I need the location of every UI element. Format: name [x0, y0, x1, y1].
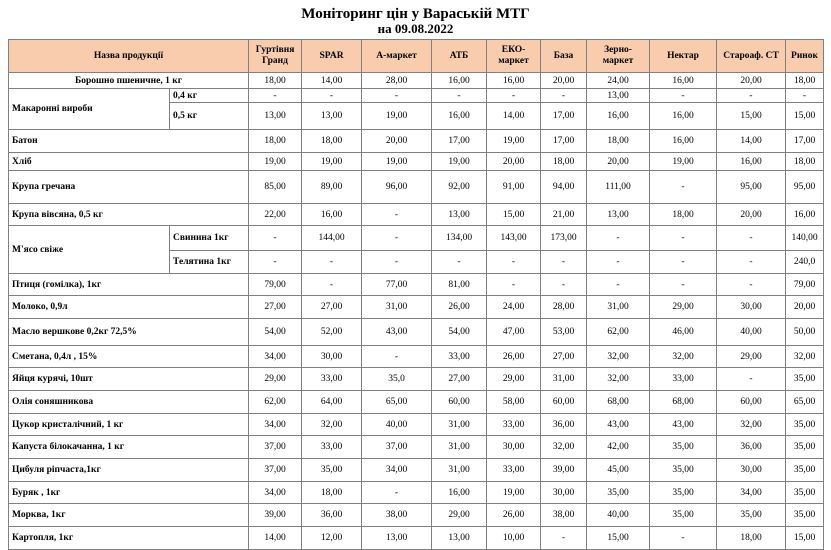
price-cell: -	[587, 226, 650, 251]
price-cell: 18,00	[587, 130, 650, 153]
price-cell: 65,00	[786, 391, 824, 414]
price-cell: 16,00	[587, 103, 650, 130]
price-cell: -	[302, 274, 362, 296]
price-cell: 18,00	[541, 153, 587, 171]
product-name: М'ясо свіже	[9, 226, 170, 274]
price-cell: 31,00	[432, 414, 487, 436]
price-cell: 20,00	[786, 296, 824, 319]
price-cell: 13,00	[587, 89, 650, 103]
price-cell: 32,00	[717, 414, 786, 436]
price-cell: 34,00	[249, 346, 302, 368]
price-cell: -	[650, 171, 717, 204]
price-cell: 16,00	[650, 103, 717, 130]
price-cell: -	[786, 89, 824, 103]
table-row	[9, 171, 824, 204]
price-cell: 33,00	[302, 436, 362, 459]
price-cell: 18,00	[302, 130, 362, 153]
price-cell: 30,00	[717, 296, 786, 319]
product-variant: 0,4 кг	[170, 89, 249, 103]
price-cell: 45,00	[587, 459, 650, 482]
price-cell: 94,00	[541, 171, 587, 204]
price-cell: -	[362, 482, 432, 504]
price-cell: 20,00	[362, 130, 432, 153]
price-cell: 29,00	[487, 368, 541, 391]
price-cell: 22,00	[249, 204, 302, 226]
table-row	[9, 73, 824, 89]
price-cell: 15,00	[587, 527, 650, 550]
price-cell: -	[541, 527, 587, 550]
price-cell: 16,00	[302, 204, 362, 226]
price-cell: 13,00	[432, 204, 487, 226]
price-cell: 134,00	[432, 226, 487, 251]
price-cell: 30,00	[302, 346, 362, 368]
price-cell: 43,00	[650, 414, 717, 436]
product-name: Буряк , 1кг	[9, 482, 249, 504]
header-product: Назва продукції	[9, 40, 249, 73]
price-cell: 28,00	[362, 73, 432, 89]
price-cell: 10,00	[487, 527, 541, 550]
price-cell: -	[650, 274, 717, 296]
price-cell: 35,00	[587, 482, 650, 504]
price-cell: -	[717, 226, 786, 251]
price-cell: 15,00	[786, 103, 824, 130]
price-cell: 36,00	[302, 504, 362, 527]
price-cell: 34,00	[362, 459, 432, 482]
table-body	[9, 73, 824, 550]
price-cell: 13,00	[587, 204, 650, 226]
price-cell: 35,00	[650, 504, 717, 527]
price-cell: 91,00	[487, 171, 541, 204]
price-cell: -	[487, 274, 541, 296]
price-cell: -	[650, 251, 717, 274]
price-cell: 40,00	[717, 319, 786, 346]
header-store: Нектар	[650, 40, 717, 73]
page-subtitle: на 09.08.2022	[377, 21, 454, 36]
price-cell: 35,00	[302, 459, 362, 482]
price-cell: 13,00	[302, 103, 362, 130]
price-cell: 14,00	[717, 130, 786, 153]
price-cell: 32,00	[587, 346, 650, 368]
price-cell: 13,00	[432, 527, 487, 550]
price-cell: 54,00	[432, 319, 487, 346]
product-name: Крупа вівсяна, 0,5 кг	[9, 204, 249, 226]
product-name: Хліб	[9, 153, 249, 171]
price-cell: -	[587, 274, 650, 296]
price-cell: -	[362, 204, 432, 226]
price-cell: 81,00	[432, 274, 487, 296]
product-name: Морква, 1кг	[9, 504, 249, 527]
header-store: ЕКО-маркет	[487, 40, 541, 73]
table-row	[9, 368, 824, 391]
price-cell: 92,00	[432, 171, 487, 204]
price-cell: 34,00	[717, 482, 786, 504]
price-cell: 30,00	[487, 436, 541, 459]
product-name: Борошно пшеничне, 1 кг	[9, 73, 249, 89]
price-cell: 95,00	[717, 171, 786, 204]
header-store: А-маркет	[362, 40, 432, 73]
price-cell: 33,00	[487, 414, 541, 436]
price-cell: 27,00	[432, 368, 487, 391]
price-cell: 20,00	[717, 73, 786, 89]
product-name: Батон	[9, 130, 249, 153]
price-cell: 47,00	[487, 319, 541, 346]
price-cell: 19,00	[362, 153, 432, 171]
price-cell: 16,00	[432, 103, 487, 130]
price-cell: 60,00	[432, 391, 487, 414]
price-cell: 33,00	[487, 459, 541, 482]
price-cell: 43,00	[587, 414, 650, 436]
table-header-row	[9, 40, 824, 73]
table-row	[9, 414, 824, 436]
price-cell: 35,00	[650, 459, 717, 482]
price-cell: 35,00	[786, 414, 824, 436]
price-cell: 68,00	[650, 391, 717, 414]
price-cell: 62,00	[249, 391, 302, 414]
table-row	[9, 89, 824, 103]
price-cell: -	[302, 251, 362, 274]
price-cell: 68,00	[587, 391, 650, 414]
price-cell: 24,00	[587, 73, 650, 89]
price-cell: -	[541, 274, 587, 296]
price-cell: 42,00	[587, 436, 650, 459]
header-store: Зерно-маркет	[587, 40, 650, 73]
price-cell: 39,00	[249, 504, 302, 527]
price-cell: 18,00	[786, 153, 824, 171]
price-cell: 36,00	[541, 414, 587, 436]
price-cell: 33,00	[302, 368, 362, 391]
table-row	[9, 504, 824, 527]
price-cell: 29,00	[717, 346, 786, 368]
table-row	[9, 436, 824, 459]
price-cell: 29,00	[650, 296, 717, 319]
price-cell: 40,00	[362, 414, 432, 436]
price-cell: 54,00	[249, 319, 302, 346]
price-cell: 35,0	[362, 368, 432, 391]
price-cell: 27,00	[302, 296, 362, 319]
table-row	[9, 482, 824, 504]
price-cell: 26,00	[432, 296, 487, 319]
price-cell: -	[249, 226, 302, 251]
price-cell: 38,00	[541, 504, 587, 527]
price-cell: 79,00	[249, 274, 302, 296]
price-cell: -	[650, 226, 717, 251]
product-name: Птиця (гомілка), 1кг	[9, 274, 249, 296]
table-row	[9, 459, 824, 482]
product-variant: Телятина 1кг	[170, 251, 249, 274]
price-cell: 20,00	[541, 73, 587, 89]
product-name: Капуста білокачанна, 1 кг	[9, 436, 249, 459]
price-cell: 34,00	[249, 482, 302, 504]
price-cell: 15,00	[487, 204, 541, 226]
table-row	[9, 274, 824, 296]
price-cell: 60,00	[541, 391, 587, 414]
price-cell: 13,00	[249, 103, 302, 130]
price-cell: 60,00	[717, 391, 786, 414]
table-row	[9, 153, 824, 171]
page-title: Моніторинг цін у Вараській МТГ	[301, 6, 530, 22]
price-cell: 29,00	[249, 368, 302, 391]
table-row	[9, 226, 824, 251]
table-row	[9, 296, 824, 319]
price-cell: 16,00	[717, 153, 786, 171]
product-name: Масло вершкове 0,2кг 72,5%	[9, 319, 249, 346]
price-cell: 144,00	[302, 226, 362, 251]
price-cell: 14,00	[249, 527, 302, 550]
product-name: Олія соняшникова	[9, 391, 249, 414]
price-cell: 16,00	[487, 73, 541, 89]
price-cell: 28,00	[541, 296, 587, 319]
price-cell: 19,00	[487, 482, 541, 504]
header-store: SPAR	[302, 40, 362, 73]
price-cell: 31,00	[587, 296, 650, 319]
price-cell: 21,00	[541, 204, 587, 226]
product-name: Молоко, 0,9л	[9, 296, 249, 319]
price-cell: 19,00	[249, 153, 302, 171]
price-cell: 17,00	[786, 130, 824, 153]
price-cell: 19,00	[650, 153, 717, 171]
price-cell: 24,00	[487, 296, 541, 319]
price-cell: 27,00	[541, 346, 587, 368]
price-cell: 19,00	[487, 130, 541, 153]
price-cell: 77,00	[362, 274, 432, 296]
price-cell: -	[587, 251, 650, 274]
price-cell: 40,00	[587, 504, 650, 527]
price-cell: -	[362, 251, 432, 274]
product-name: Цукор кристалічний, 1 кг	[9, 414, 249, 436]
table-row	[9, 319, 824, 346]
price-cell: 39,00	[541, 459, 587, 482]
price-cell: 26,00	[487, 346, 541, 368]
price-cell: 65,00	[362, 391, 432, 414]
price-cell: 26,00	[487, 504, 541, 527]
price-cell: -	[362, 89, 432, 103]
price-cell: 31,00	[432, 436, 487, 459]
price-cell: 34,00	[249, 414, 302, 436]
price-cell: 16,00	[786, 204, 824, 226]
product-name: Крупа гречана	[9, 171, 249, 204]
price-cell: 32,00	[587, 368, 650, 391]
price-cell: 35,00	[717, 504, 786, 527]
price-cell: 27,00	[249, 296, 302, 319]
price-table	[8, 39, 824, 550]
price-cell: -	[650, 527, 717, 550]
price-cell: 14,00	[487, 103, 541, 130]
price-cell: 96,00	[362, 171, 432, 204]
price-cell: 20,00	[487, 153, 541, 171]
price-cell: 58,00	[487, 391, 541, 414]
price-cell: -	[487, 89, 541, 103]
price-cell: 33,00	[650, 368, 717, 391]
price-cell: -	[541, 251, 587, 274]
price-cell: 12,00	[302, 527, 362, 550]
price-cell: 35,00	[786, 368, 824, 391]
header-store: Староаф. СТ	[717, 40, 786, 73]
price-cell: 17,00	[432, 130, 487, 153]
price-cell: 35,00	[650, 436, 717, 459]
price-cell: -	[432, 251, 487, 274]
price-cell: -	[362, 226, 432, 251]
price-cell: 16,00	[432, 482, 487, 504]
price-cell: 64,00	[302, 391, 362, 414]
header-store: База	[541, 40, 587, 73]
price-cell: 15,00	[717, 103, 786, 130]
price-cell: -	[487, 251, 541, 274]
product-name: Цибуля ріпчаста,1кг	[9, 459, 249, 482]
product-name: Яйця курячі, 10шт	[9, 368, 249, 391]
price-cell: 31,00	[432, 459, 487, 482]
price-cell: -	[717, 368, 786, 391]
price-cell: 18,00	[249, 130, 302, 153]
price-cell: 37,00	[249, 459, 302, 482]
price-cell: -	[541, 89, 587, 103]
product-variant: Свинина 1кг	[170, 226, 249, 251]
price-cell: 18,00	[650, 204, 717, 226]
price-cell: 143,00	[487, 226, 541, 251]
price-cell: -	[249, 89, 302, 103]
table-row	[9, 130, 824, 153]
product-variant: 0,5 кг	[170, 103, 249, 130]
price-cell: 35,00	[786, 482, 824, 504]
product-name: Сметана, 0,4л , 15%	[9, 346, 249, 368]
price-cell: 43,00	[362, 319, 432, 346]
price-cell: 20,00	[587, 153, 650, 171]
price-cell: 79,00	[786, 274, 824, 296]
price-cell: 140,00	[786, 226, 824, 251]
price-cell: 32,00	[786, 346, 824, 368]
price-cell: 18,00	[249, 73, 302, 89]
price-cell: 16,00	[432, 73, 487, 89]
price-cell: 18,00	[786, 73, 824, 89]
price-cell: 37,00	[362, 436, 432, 459]
price-cell: 35,00	[786, 504, 824, 527]
price-cell: 13,00	[362, 527, 432, 550]
price-cell: 46,00	[650, 319, 717, 346]
price-cell: 50,00	[786, 319, 824, 346]
price-cell: 32,00	[302, 414, 362, 436]
price-cell: 14,00	[302, 73, 362, 89]
price-cell: -	[717, 274, 786, 296]
price-cell: 16,00	[650, 130, 717, 153]
table-row	[9, 391, 824, 414]
price-cell: -	[432, 89, 487, 103]
price-cell: -	[302, 89, 362, 103]
price-cell: -	[717, 89, 786, 103]
price-cell: 20,00	[717, 204, 786, 226]
price-cell: 37,00	[249, 436, 302, 459]
price-cell: 16,00	[650, 73, 717, 89]
table-row	[9, 346, 824, 368]
price-cell: 32,00	[541, 436, 587, 459]
price-cell: 32,00	[650, 346, 717, 368]
price-cell: 111,00	[587, 171, 650, 204]
price-cell: 15,00	[786, 527, 824, 550]
price-cell: 19,00	[432, 153, 487, 171]
price-cell: 62,00	[587, 319, 650, 346]
price-cell: -	[717, 251, 786, 274]
price-cell: 18,00	[302, 482, 362, 504]
price-cell: -	[362, 346, 432, 368]
price-cell: 95,00	[786, 171, 824, 204]
price-cell: 18,00	[717, 527, 786, 550]
header-store: Гуртівня Гранд	[249, 40, 302, 73]
price-cell: 35,00	[786, 436, 824, 459]
price-cell: 173,00	[541, 226, 587, 251]
price-cell: 52,00	[302, 319, 362, 346]
price-cell: 85,00	[249, 171, 302, 204]
price-cell: -	[249, 251, 302, 274]
price-cell: 17,00	[541, 103, 587, 130]
price-cell: 33,00	[432, 346, 487, 368]
product-name: Макаронні вироби	[9, 89, 170, 130]
table-row	[9, 527, 824, 550]
price-cell: 19,00	[362, 103, 432, 130]
product-name: Картопля, 1кг	[9, 527, 249, 550]
price-cell: 35,00	[786, 459, 824, 482]
header-store: АТБ	[432, 40, 487, 73]
header-store: Ринок	[786, 40, 824, 73]
price-cell: 19,00	[302, 153, 362, 171]
price-cell: 240,0	[786, 251, 824, 274]
price-cell: 38,00	[362, 504, 432, 527]
price-cell: 31,00	[362, 296, 432, 319]
price-cell: 29,00	[432, 504, 487, 527]
price-cell: 30,00	[541, 482, 587, 504]
price-cell: 89,00	[302, 171, 362, 204]
price-cell: 30,00	[717, 459, 786, 482]
price-cell: 36,00	[717, 436, 786, 459]
table-row	[9, 204, 824, 226]
price-cell: -	[650, 89, 717, 103]
price-cell: 17,00	[541, 130, 587, 153]
price-cell: 31,00	[541, 368, 587, 391]
price-cell: 35,00	[650, 482, 717, 504]
price-cell: 53,00	[541, 319, 587, 346]
